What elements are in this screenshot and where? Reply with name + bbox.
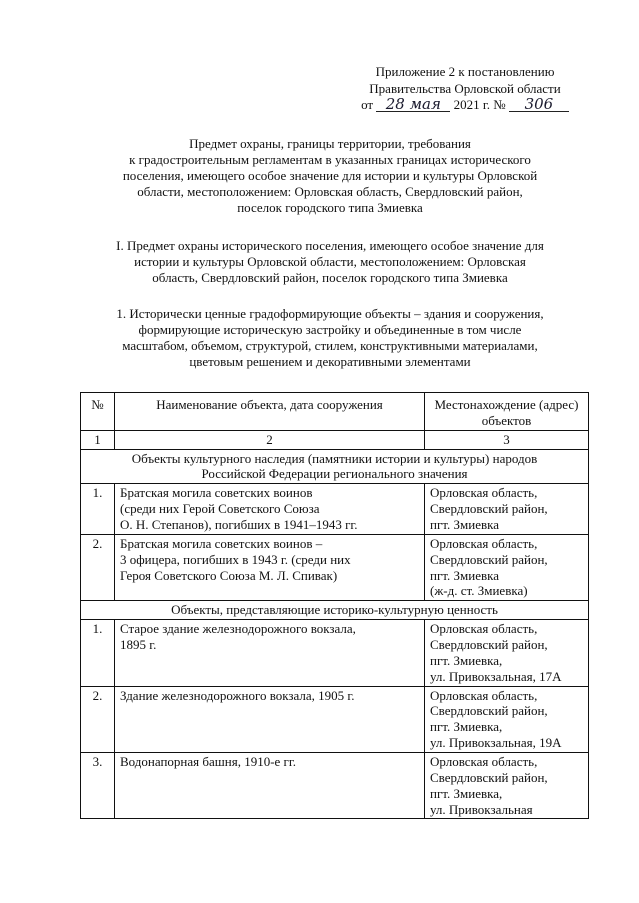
group-heading-row (81, 601, 589, 620)
row-location (425, 753, 589, 819)
name-line: 3 офицера, погибших в 1943 г. (среди них (120, 551, 351, 567)
location-line: пгт. Змиевка, (430, 719, 503, 735)
row-num: 2. (81, 686, 115, 752)
year-label: 2021 г. № (453, 97, 506, 113)
location-line: пгт. Змиевка (430, 567, 499, 583)
appendix-date-line (330, 97, 600, 114)
row-name (115, 753, 425, 819)
name-line: 1895 г. (120, 637, 157, 653)
name-line: Братская могила советских воинов (120, 485, 313, 501)
name-line: Здание железнодорожного вокзала, 1905 г. (120, 687, 355, 703)
group-heading (81, 449, 589, 484)
subsection-heading (60, 306, 600, 370)
group-heading (81, 601, 589, 620)
handwritten-date: 28 мая (376, 98, 450, 112)
row-location (425, 686, 589, 752)
table-row (81, 686, 589, 752)
appendix-header (330, 64, 600, 114)
row-location (425, 534, 589, 600)
location-line: Орловская область, (430, 535, 538, 551)
row-num: 3. (81, 753, 115, 819)
column-number-row (81, 430, 589, 449)
location-line: пгт. Змиевка (430, 517, 499, 533)
location-line: ул. Привокзальная, 19А (430, 735, 562, 751)
location-line: Свердловский район, (430, 637, 548, 653)
section-line: I. Предмет охраны исторического поселения, имеющего особое значение для (116, 238, 544, 253)
location-line: Орловская область, (430, 687, 538, 703)
title-line: поселения, имеющего особое значение для истории и культуры Орловской (122, 168, 538, 184)
name-line: Братская могила советских воинов – (120, 535, 323, 551)
group-heading-row (81, 449, 589, 484)
col-number: 2 (115, 430, 425, 449)
location-line: Свердловский район, (430, 501, 548, 517)
group-heading-line: Объекты культурного наследия (памятники истории и культуры) народов (131, 450, 538, 466)
title-line: Предмет охраны, границы территории, требования (189, 136, 471, 151)
row-num: 2. (81, 534, 115, 600)
section-line: область, Свердловский район, поселок городского типа Змиевка (152, 270, 508, 286)
row-num: 1. (81, 620, 115, 686)
document-title (60, 136, 600, 217)
header-name: Наименование объекта, дата сооружения (115, 393, 425, 431)
section-heading (60, 238, 600, 286)
location-line: Свердловский район, (430, 703, 548, 719)
location-line: Орловская область, (430, 485, 538, 501)
objects-table (80, 392, 589, 819)
row-num: 1. (81, 484, 115, 535)
appendix-line-2: Правительства Орловской области (369, 80, 561, 96)
subsection-line: цветовым решением и декоративными элементами (189, 354, 471, 370)
subsection-line: формирующие историческую застройку и объединенные в том числе (138, 322, 522, 338)
col-number: 3 (425, 430, 589, 449)
row-location (425, 484, 589, 535)
group-heading-line: Российской Федерации регионального значения (201, 466, 468, 482)
table-row (81, 753, 589, 819)
name-line: О. Н. Степанов), погибших в 1941–1943 гг. (120, 517, 358, 533)
handwritten-number: 306 (509, 98, 569, 112)
title-line: поселок городского типа Змиевка (237, 200, 423, 216)
date-prefix: от (361, 97, 374, 113)
section-line: истории и культуры Орловской области, местоположением: Орловская (134, 254, 526, 270)
location-line: Орловская область, (430, 621, 538, 637)
row-name (115, 686, 425, 752)
location-line: ул. Привокзальная (430, 801, 533, 817)
subsection-line: масштабом, объемом, структурой, стилем, конструктивными материалами, (122, 338, 538, 354)
col-number: 1 (81, 430, 115, 449)
location-line: Свердловский район, (430, 769, 548, 785)
name-line: (среди них Герой Советского Союза (120, 501, 320, 517)
location-line: пгт. Змиевка, (430, 785, 503, 801)
table-row (81, 534, 589, 600)
row-location (425, 620, 589, 686)
location-line: Орловская область, (430, 754, 538, 770)
table-row (81, 484, 589, 535)
row-name (115, 534, 425, 600)
location-line: ул. Привокзальная, 17А (430, 668, 562, 684)
location-line: пгт. Змиевка, (430, 652, 503, 668)
location-line: Свердловский район, (430, 551, 548, 567)
name-line: Героя Советского Союза М. Л. Спивак) (120, 567, 338, 583)
row-name (115, 620, 425, 686)
header-location (425, 393, 589, 431)
title-line: области, местоположением: Орловская область, Свердловский район, (137, 184, 523, 200)
row-name (115, 484, 425, 535)
subsection-line: 1. Исторически ценные градоформирующие объекты – здания и сооружения, (116, 306, 544, 321)
name-line: Водонапорная башня, 1910-е гг. (120, 754, 297, 770)
header-location-line: Местонахождение (адрес) (434, 397, 579, 412)
title-line: к градостроительным регламентам в указанных границах исторического (129, 152, 531, 168)
group-heading-line: Объекты, представляющие историко-культурную ценность (171, 602, 498, 618)
location-line: (ж-д. ст. Змиевка) (430, 583, 528, 599)
appendix-line-1: Приложение 2 к постановлению (375, 64, 555, 79)
header-num: № (81, 393, 115, 431)
table-row (81, 620, 589, 686)
name-line: Старое здание железнодорожного вокзала, (120, 621, 356, 637)
header-location-line: объектов (481, 412, 532, 428)
table-header-row (81, 393, 589, 431)
